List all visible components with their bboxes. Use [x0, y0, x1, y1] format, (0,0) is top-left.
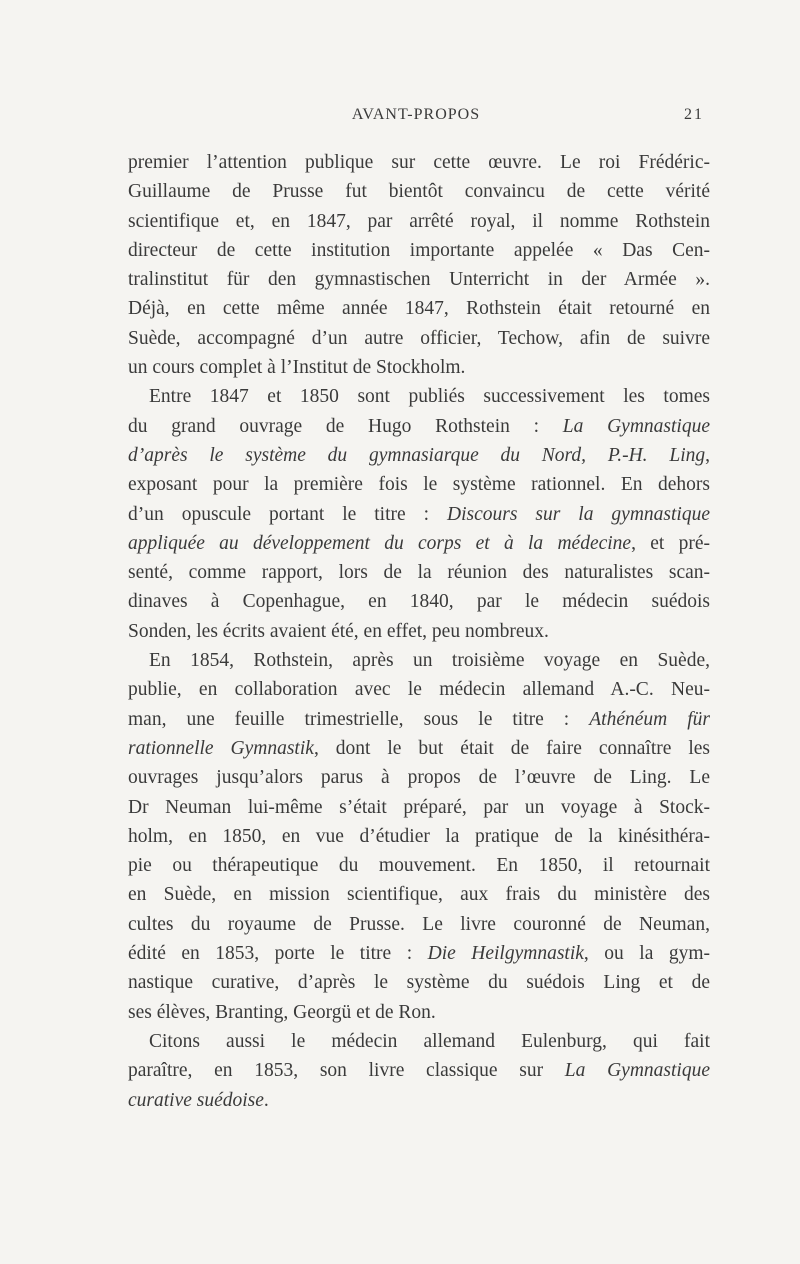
text-line — [128, 529, 710, 558]
text-line — [128, 734, 710, 763]
italic-title-segment: Die Heilgymnastik — [427, 943, 584, 965]
text-segment: , et pré- — [631, 532, 711, 554]
text-line — [128, 880, 710, 909]
italic-title-segment: curative suédoise — [128, 1089, 264, 1111]
text-line — [128, 353, 710, 382]
text-segment: scientifique et, en 1847, par arrêté royal, il nomme Rothstein — [128, 210, 710, 232]
text-line — [128, 265, 710, 294]
page-header — [128, 106, 704, 130]
text-segment: Suède, accompagné d’un autre officier, Techow, afin de suivre — [128, 327, 710, 349]
page-number: 21 — [684, 106, 704, 123]
text-line — [128, 470, 710, 499]
text-line — [128, 1056, 710, 1085]
text-segment: paraître, en 1853, son livre classique sur — [128, 1060, 565, 1082]
text-segment: , — [705, 444, 710, 466]
text-segment: Citons aussi le médecin allemand Eulenburg, qui fait — [149, 1030, 710, 1052]
text-line — [128, 382, 710, 411]
text-line — [128, 793, 710, 822]
text-line — [128, 558, 710, 587]
text-line — [128, 939, 710, 968]
text-line — [128, 705, 710, 734]
italic-title-segment: La Gymnastique — [564, 1060, 710, 1082]
text-segment: man, une feuille trimestrielle, sous le titre : — [128, 708, 590, 730]
text-segment: Sonden, les écrits avaient été, en effet, peu nombreux. — [128, 620, 549, 642]
text-segment: holm, en 1850, en vue d’étudier la pratique de la kinésithéra- — [128, 825, 710, 847]
text-line — [128, 500, 710, 529]
text-line — [128, 851, 710, 880]
text-segment: tralinstitut für den gymnastischen Unterricht in der Armée ». — [128, 269, 710, 291]
text-line — [128, 294, 710, 323]
text-segment: cultes du royaume de Prusse. Le livre couronné de Neuman, — [128, 913, 710, 935]
text-segment: un cours complet à l’Institut de Stockholm. — [128, 357, 466, 379]
text-segment: dinaves à Copenhague, en 1840, par le médecin suédois — [128, 591, 710, 613]
text-line — [128, 822, 710, 851]
running-title: AVANT-PROPOS — [351, 106, 481, 123]
text-segment: ouvrages jusqu’alors parus à propos de l’œuvre de Ling. Le — [128, 767, 710, 789]
text-segment: publie, en collaboration avec le médecin allemand A.-C. Neu- — [128, 679, 710, 701]
text-segment: Entre 1847 et 1850 sont publiés successivement les tomes — [149, 386, 710, 408]
text-segment: pie ou thérapeutique du mouvement. En 1850, il retournait — [128, 855, 710, 877]
text-line — [128, 236, 710, 265]
text-segment: d’un opuscule portant le titre : — [128, 503, 447, 525]
text-line — [128, 1027, 710, 1056]
text-line — [128, 587, 710, 616]
italic-title-segment: Athénéum für — [589, 708, 710, 730]
text-segment: , dont le but était de faire connaître les — [313, 737, 710, 759]
text-line — [128, 998, 710, 1027]
text-segment: senté, comme rapport, lors de la réunion des naturalistes scan- — [128, 562, 710, 584]
text-segment: . — [263, 1089, 269, 1111]
text-segment: nastique curative, d’après le système du suédois Ling et de — [128, 972, 710, 994]
text-line — [128, 177, 710, 206]
text-line — [128, 968, 710, 997]
text-line — [128, 207, 710, 236]
text-segment: du grand ouvrage de Hugo Rothstein : — [128, 415, 563, 437]
text-line — [128, 675, 710, 704]
text-line — [128, 763, 710, 792]
text-line — [128, 617, 710, 646]
text-line — [128, 148, 710, 177]
text-segment: , ou la gym- — [583, 943, 711, 965]
text-line — [128, 441, 710, 470]
text-segment: premier l’attention publique sur cette œuvre. Le roi Frédéric- — [128, 152, 710, 173]
italic-title-segment: La Gymnastique — [562, 415, 710, 437]
text-segment: Dr Neuman lui-même s’était préparé, par un voyage à Stock- — [128, 796, 710, 818]
text-segment: exposant pour la première fois le système rationnel. En dehors — [128, 474, 710, 496]
text-segment: Déjà, en cette même année 1847, Rothstein était retourné en — [128, 298, 710, 320]
text-segment: édité en 1853, porte le titre : — [128, 943, 428, 965]
text-line — [128, 324, 710, 353]
italic-title-segment: d’après le système du gymnasiarque du Nord, P.-H. Ling — [128, 444, 706, 466]
text-segment: en Suède, en mission scientifique, aux frais du ministère des — [128, 884, 710, 906]
italic-title-segment: rationnelle Gymnastik — [128, 737, 314, 759]
text-segment: directeur de cette institution importante appelée « Das Cen- — [128, 239, 710, 261]
text-line — [128, 646, 710, 675]
text-line — [128, 1086, 710, 1115]
text-segment: ses élèves, Branting, Georgü et de Ron. — [128, 1001, 436, 1023]
italic-title-segment: appliquée au développement du corps et à la médecine — [128, 532, 632, 554]
text-line — [128, 412, 710, 441]
body-text — [128, 148, 710, 1115]
text-segment: En 1854, Rothstein, après un troisième voyage en Suède, — [149, 650, 710, 672]
italic-title-segment: Discours sur la gymnastique — [447, 503, 710, 525]
text-segment: Guillaume de Prusse fut bientôt convaincu de cette vérité — [128, 181, 710, 203]
text-line — [128, 910, 710, 939]
